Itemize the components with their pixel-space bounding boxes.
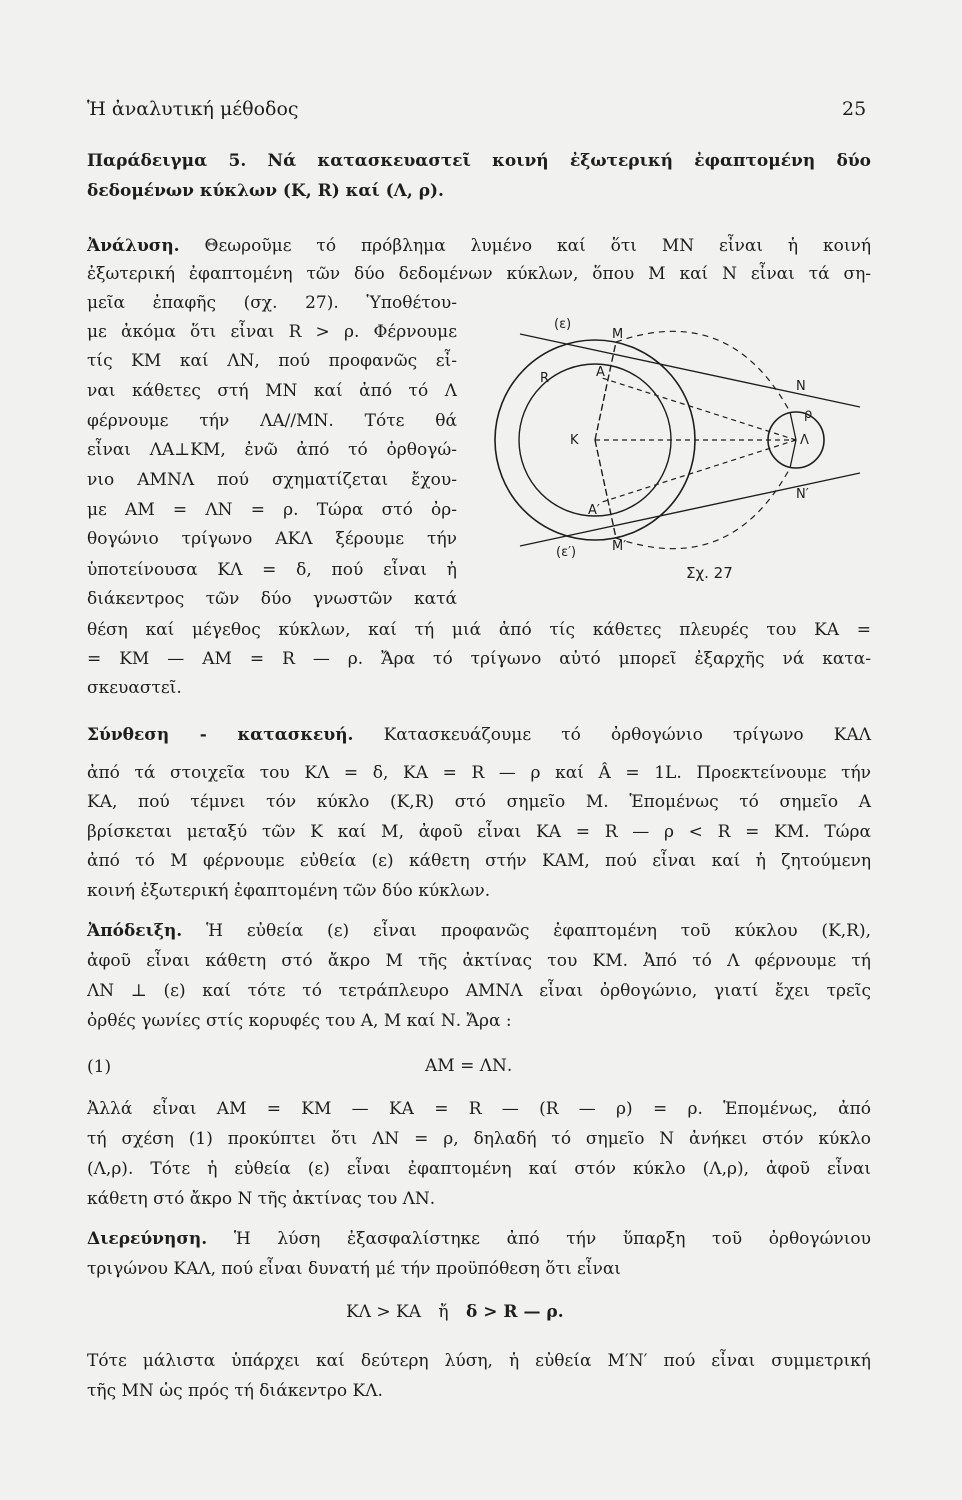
proof-text-1: Ἡ εὐθεία (ε) εἶναι προφανῶς ἐφαπτομένη τοῦ κύκλου (Κ,R),	[206, 921, 872, 941]
analysis-line-2: ἐξωτερική ἐφαπτομένη τῶν δύο δεδομένων κύκλων, ὅπου Μ καί Ν εἶναι τά ση-	[87, 264, 871, 284]
analysis-line-11: θογώνιο τρίγωνο ΑΚΛ ξέρουμε τήν	[87, 529, 457, 549]
synthesis-line-4: βρίσκεται μεταξύ τῶν Κ καί Μ, ἀφοῦ εἶναι ΚΑ = R — ρ < R = ΚΜ. Τώρα	[87, 822, 871, 842]
analysis-text-1: Θεωροῦμε τό πρόβλημα λυμένο καί ὅτι ΜΝ εἶναι ἡ κοινή	[204, 236, 872, 256]
figure-caption: Σχ. 27	[686, 564, 733, 582]
proof-line-8: κάθετη στό ἄκρο Ν τῆς ἀκτίνας του ΛΝ.	[87, 1189, 436, 1209]
proof-line-4: ὀρθές γωνίες στίς κορυφές του Α, Μ καί Ν. Ἄρα :	[87, 1011, 512, 1031]
radius-lambda-n	[790, 412, 796, 440]
discussion-heading: Διερεύνηση.	[87, 1229, 208, 1249]
inequality	[346, 1302, 564, 1322]
analysis-line-12: ὑποτείνουσα ΚΛ = δ, πού εἶναι ἡ	[87, 560, 457, 580]
equation-number: (1)	[87, 1057, 112, 1077]
label-lambda: Λ	[800, 433, 809, 448]
analysis-line-13: διάκεντρος τῶν δύο γνωστῶν κατά	[87, 589, 457, 609]
proof-line-6: τή σχέση (1) προκύπτει ὅτι ΛΝ = ρ, δηλαδή τό σημεῖο Ν ἀνήκει στόν κύκλο	[87, 1129, 871, 1149]
synthesis-heading: Σύνθεση - κατασκευή.	[87, 725, 354, 745]
proof-heading: Ἀπόδειξη.	[87, 921, 183, 941]
analysis-line-5: τίς ΚΜ καί ΛΝ, πού προφανῶς εἶ-	[87, 351, 457, 371]
analysis-heading: Ἀνάλυση.	[87, 236, 180, 256]
label-k: Κ	[570, 433, 579, 448]
label-a-prime: Α′	[588, 503, 600, 518]
radius-km-prime	[595, 440, 616, 538]
tangent-e-prime	[520, 473, 860, 546]
arc-upper	[616, 331, 790, 412]
analysis-line-7: φέρνουμε τήν ΛΑ//ΜΝ. Τότε θά	[87, 411, 457, 431]
inequality-part-2: δ > R — ρ.	[466, 1302, 564, 1322]
analysis-line-6: ναι κάθετες στή ΜΝ καί ἀπό τό Λ	[87, 381, 457, 401]
synthesis-line-5: ἀπό τό Μ φέρνουμε εὐθεία (ε) κάθετη στήν ΚΑΜ, πού εἶναι καί ἡ ζητούμενη	[87, 851, 871, 871]
analysis-line-8: εἶναι ΛΑ⊥ΚΜ, ἐνῶ ἀπό τό ὀρθογώ-	[87, 440, 457, 460]
proof-line-7: (Λ,ρ). Τότε ἡ εὐθεία (ε) εἶναι ἐφαπτομένη καί στόν κύκλο (Λ,ρ), ἀφοῦ εἶναι	[87, 1159, 871, 1179]
analysis-line-4: με ἀκόμα ὅτι εἶναι R > ρ. Φέρνουμε	[87, 322, 457, 342]
equation-am-ln: ΑΜ = ΛΝ.	[425, 1056, 513, 1076]
example-line-1: Παράδειγμα 5. Νά κατασκευαστεῖ κοινή ἐξωτερική ἐφαπτομένη δύο	[87, 151, 871, 171]
synthesis-text-1: Κατασκευάζουμε τό ὀρθογώνιο τρίγωνο ΚΑΛ	[383, 725, 871, 745]
synthesis-line-2: ἀπό τά στοιχεῖα του ΚΛ = δ, ΚΑ = R — ρ καί Â = 1L. Προεκτείνουμε τήν	[87, 763, 871, 783]
figure-27-diagram	[490, 312, 870, 594]
label-n: Ν	[796, 379, 806, 394]
proof-line-3: ΛΝ ⊥ (ε) καί τότε τό τετράπλευρο ΑΜΝΛ εἶναι ὀρθογώνιο, γιατί ἔχει τρεῖς	[87, 981, 871, 1001]
synthesis-line-3: ΚΑ, πού τέμνει τόν κύκλο (Κ,R) στό σημεῖο Μ. Ἑπομένως τό σημεῖο Α	[87, 792, 871, 812]
analysis-line-3: μεῖα ἐπαφῆς (σχ. 27). Ὑποθέτου-	[87, 293, 457, 313]
running-header: Ἡ ἀναλυτική μέθοδος	[87, 98, 299, 120]
label-m: Μ	[612, 327, 624, 342]
synthesis-line-6: κοινή ἐξωτερική ἐφαπτομένη τῶν δύο κύκλων.	[87, 881, 491, 901]
page-number: 25	[842, 98, 867, 120]
label-m-prime: Μ′	[612, 539, 627, 554]
tangent-e	[520, 334, 860, 407]
inequality-or: ἤ	[438, 1302, 449, 1322]
label-n-prime: Ν′	[796, 487, 809, 502]
analysis-line-14: θέση καί μέγεθος κύκλων, καί τή μιά ἀπό τίς κάθετες πλευρές του ΚΑ =	[87, 620, 871, 640]
label-r: R	[540, 371, 550, 386]
label-a: Α	[596, 365, 605, 380]
proof-line-1	[87, 920, 871, 942]
label-e-prime: (ε′)	[556, 545, 577, 560]
proof-line-2: ἀφοῦ εἶναι κάθετη στό ἄκρο Μ τῆς ἀκτίνας του ΚΜ. Ἀπό τό Λ φέρνουμε τή	[87, 951, 871, 971]
radius-lambda-n-prime	[790, 440, 796, 468]
arc-lower	[616, 468, 790, 549]
label-rho: ρ	[804, 407, 813, 422]
discussion-line-2: τριγώνου ΚΑΛ, πού εἶναι δυνατή μέ τήν προϋπόθεση ὅτι εἶναι	[87, 1259, 621, 1279]
analysis-line-16: σκευαστεῖ.	[87, 678, 182, 698]
discussion-line-3: Τότε μάλιστα ὑπάρχει καί δεύτερη λύση, ἡ εὐθεία Μ′Ν′ πού εἶναι συμμετρική	[87, 1351, 871, 1371]
inequality-part-1: ΚΛ > ΚΑ	[346, 1302, 422, 1322]
discussion-line-4: τῆς ΜΝ ὡς πρός τή διάκεντρο ΚΛ.	[87, 1381, 383, 1401]
analysis-line-10: με ΑΜ = ΛΝ = ρ. Τώρα στό ὀρ-	[87, 500, 457, 520]
example-line-2: δεδομένων κύκλων (Κ, R) καί (Λ, ρ).	[87, 181, 444, 201]
discussion-text-1: Ἡ λύση ἐξασφαλίστηκε ἀπό τήν ὕπαρξη τοῦ ὀρθογώνιου	[233, 1229, 872, 1249]
proof-line-5: Ἀλλά εἶναι ΑΜ = ΚΜ — ΚΑ = R — (R — ρ) = ρ. Ἑπομένως, ἀπό	[87, 1099, 871, 1119]
synthesis-line-1	[87, 724, 871, 746]
label-e: (ε)	[554, 317, 572, 332]
analysis-line-15: = ΚΜ — ΑΜ = R — ρ. Ἄρα τό τρίγωνο αὐτό μπορεῖ ἐξαρχῆς νά κατα-	[87, 649, 871, 669]
analysis-line-1	[87, 235, 871, 257]
discussion-line-1	[87, 1228, 871, 1250]
analysis-line-9: νιο ΑΜΝΛ πού σχηματίζεται ἔχου-	[87, 470, 457, 490]
radius-km	[595, 342, 616, 440]
